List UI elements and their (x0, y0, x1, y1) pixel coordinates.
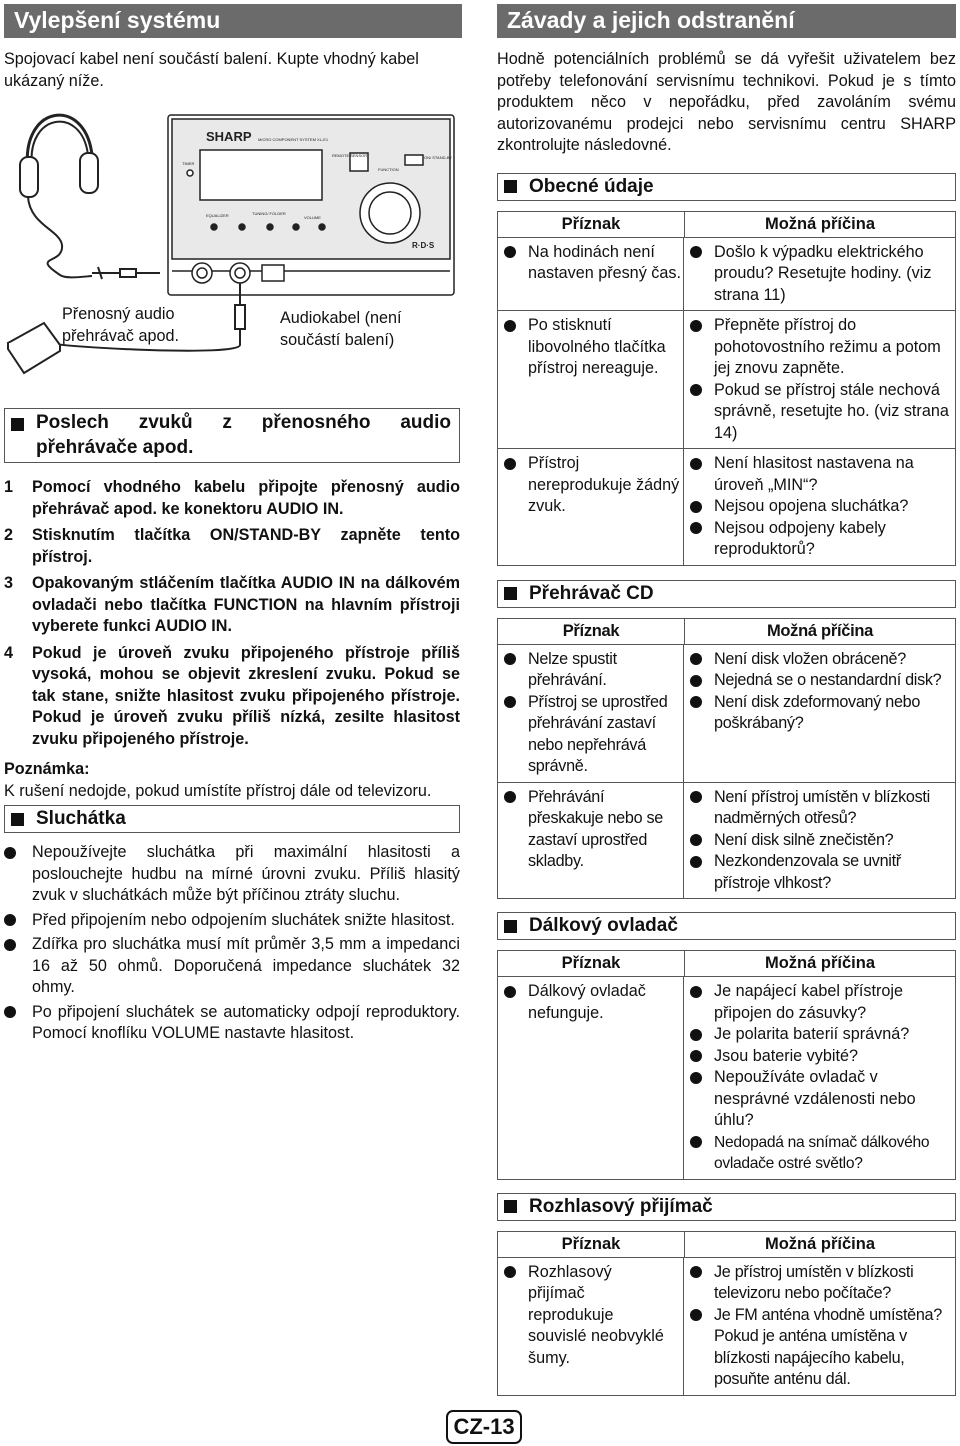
cause-item: Pokud se přístroj stále nechová správně, resetujte ho. (viz strana 14) (690, 380, 955, 445)
section-title-headphones: Sluchátka (36, 808, 126, 829)
table-row (498, 449, 955, 565)
symptom-item: Na hodinách není nastaven přesný čas. (504, 242, 683, 285)
cause-item: Došlo k výpadku elektrického proudu? Resetujte hodiny. (viz strana 11) (690, 242, 955, 307)
audio-in-section (4, 408, 460, 1045)
table-row (498, 645, 955, 783)
step-item: 4 Pokud je úroveň zvuku připojeného přístroje příliš vysoká, mohou se objevit zkreslení zvuku. Pokud se tak stane, snižte hlasitost zvuku připojeného přístroje. Pokud je úroveň zvuku příliš nízká, zesilte hlasitost zvuku připojeného přístroje. (4, 643, 460, 748)
cause-item: Není disk silně znečistěn? (690, 830, 955, 852)
symptom-item: Nelze spustit přehrávání. (504, 649, 683, 692)
symptom-item: Přístroj nereprodukuje žádný zvuk. (504, 453, 683, 518)
table-header (498, 951, 955, 977)
cause-item: Není hlasitost nastavena na úroveň „MIN“? (690, 453, 955, 496)
cause-item: Není přístroj umístěn v blízkosti nadměrných otřesů? (690, 787, 955, 830)
square-bullet-icon (11, 418, 24, 431)
troubleshooting-table-remote (497, 950, 956, 1180)
column-header-symptom: Příznak (498, 619, 685, 644)
section-title-cd: Přehrávač CD (529, 582, 654, 604)
plug-icon (92, 267, 160, 279)
note-title: Poznámka: (4, 760, 90, 778)
equalizer-label: EQUALIZER (206, 213, 229, 218)
table-header (498, 212, 955, 238)
section-box-headphones (4, 805, 460, 833)
cause-item: Jsou baterie vybité? (690, 1046, 955, 1068)
section-box-radio (497, 1193, 956, 1221)
troubleshooting-table-general (497, 211, 956, 566)
cause-item: Přepněte přístroj do pohotovostního režimu a potom jej znovu zapněte. (690, 315, 955, 380)
step-item: 2 Stisknutím tlačítka ON/STAND-BY zapněte tento přístroj. (4, 526, 460, 566)
portable-player-icon (8, 323, 60, 373)
square-bullet-icon (504, 920, 517, 933)
bullet-icon (4, 939, 16, 951)
page-number: CZ-13 (446, 1410, 522, 1444)
list-item: Po připojení sluchátek se automaticky odpojí reproduktory. Pomocí knoflíku VOLUME nastavte hlasitost. (4, 1002, 460, 1045)
cause-item: Není disk zdeformovaný nebo poškrábaný? (690, 692, 955, 735)
bullet-icon (4, 914, 16, 926)
headphones-icon (20, 115, 98, 277)
symptom-item: Po stisknutí libovolného tlačítka přístroj nereaguje. (504, 315, 683, 380)
cause-item: Je přístroj umístěn v blízkosti televizoru nebo počítače? (690, 1262, 955, 1305)
volume-label: VOLUME (304, 215, 321, 220)
section-title-audio: Poslech zvuků z přenosného audio přehrávače apod. (36, 412, 451, 458)
cause-item: Nedopadá na snímač dálkového ovladače ostré světlo? (690, 1132, 955, 1175)
cause-item: Nejsou odpojeny kabely reproduktorů? (690, 518, 955, 561)
column-header-cause: Možná příčina (764, 1234, 875, 1253)
section-title-general: Obecné údaje (529, 175, 654, 197)
column-header-cause: Možná příčina (766, 621, 874, 640)
model-label: MICRO COMPONENT SYSTEM XL-E1 (258, 137, 329, 142)
table-row (498, 1258, 955, 1395)
symptom-item: Přístroj se uprostřed přehrávání zastaví nebo nepřehrává správně. (504, 692, 683, 778)
table-row (498, 311, 955, 449)
tuning-label: TUNING/ FOLDER (252, 211, 286, 216)
section-title-remote: Dálkový ovladač (529, 915, 678, 936)
note-text: K rušení nedojde, pokud umístíte přístroj dále od televizoru. (4, 781, 432, 800)
step-item: 1 Pomocí vhodného kabelu připojte přenosný audio přehrávač apod. ke konektoru AUDIO IN. (4, 478, 460, 518)
step-item: 3 Opakovaným stláčením tlačítka AUDIO IN na dálkovém ovladači nebo tlačítka FUNCTION na hlavním přístroji vyberete funkci AUDIO IN. (4, 574, 460, 635)
cause-item: Nepoužíváte ovladač v nesprávné vzdálenosti nebo úhlu? (690, 1067, 955, 1132)
square-bullet-icon (504, 587, 517, 600)
right-intro: Hodně potenciálních problémů se dá vyřešit uživatelem bez potřeby telefonování servisnímu technikovi. Pokud je s tímto produktem něco v nepořádku, před zavoláním svému autorizovanému prodejci nebo servisnímu centru SHARP zkontrolujte následovné. (497, 50, 956, 154)
section-box-general (497, 173, 956, 201)
brand-logo: SHARP (206, 129, 252, 144)
timer-label: TIMER (182, 161, 195, 166)
remote-sensor-label: REMOTE SENSOR (332, 153, 368, 158)
list-item: Zdířka pro sluchátka musí mít průměr 3,5 mm a impedanci 16 až 50 ohmů. Doporučená impedance sluchátek 32 ohmy. (4, 934, 460, 999)
cause-item: Nejedná se o nestandardní disk? (690, 670, 955, 692)
on-standby-label: ON/ STAND-BY (424, 155, 453, 160)
cause-item: Není disk vložen obráceně? (690, 649, 955, 671)
symptom-item: Dálkový ovladač nefunguje. (504, 981, 683, 1024)
section-box-remote (497, 912, 956, 940)
column-header-symptom: Příznak (498, 212, 685, 237)
column-header-symptom: Příznak (498, 951, 685, 976)
column-header-symptom: Příznak (498, 1232, 685, 1257)
right-banner: Závady a jejich odstranění (497, 4, 956, 38)
left-intro: Spojovací kabel není součástí balení. Kupte vhodný kabel ukázaný níže. (4, 50, 419, 90)
table-row (498, 238, 955, 312)
list-item: Před připojením nebo odpojením sluchátek snižte hlasitost. (4, 910, 460, 932)
left-banner: Vylepšení systému (4, 4, 462, 38)
section-box-cd (497, 580, 956, 608)
section-title-radio: Rozhlasový přijímač (529, 1195, 713, 1217)
label-audio-cable: Audiokabel (není součástí balení) (280, 309, 402, 349)
bullet-icon (4, 1006, 16, 1018)
troubleshooting-table-cd (497, 618, 956, 900)
cause-item: Nejsou opojena sluchátka? (690, 496, 955, 518)
table-header (498, 1232, 955, 1258)
right-column (497, 4, 956, 1396)
steps-list (4, 477, 460, 750)
square-bullet-icon (504, 180, 517, 193)
list-item: Nepoužívejte sluchátka při maximální hlasitosti a poslouchejte hudbu na mírné úrovni zvuku. Příliš hlasitý zvuk v sluchátkách může být příčinou ztráty sluchu. (4, 842, 460, 907)
table-header (498, 619, 955, 645)
cause-item: Nezkondenzovala se uvnitř přístroje vlhkost? (690, 851, 955, 894)
headphone-bullets (4, 842, 460, 1045)
square-bullet-icon (11, 813, 24, 826)
column-header-cause: Možná příčina (764, 954, 875, 972)
table-row (498, 977, 955, 1179)
left-column (4, 4, 462, 92)
column-header-cause: Možná příčina (764, 214, 875, 233)
bullet-icon (4, 847, 16, 859)
function-label: FUNCTION (378, 167, 399, 172)
table-row (498, 783, 955, 899)
cause-item: Je FM anténa vhodně umístěna? Pokud je anténa umístěna v blízkosti napájecího kabelu, posuňte anténu dál. (690, 1305, 955, 1391)
symptom-item: Rozhlasový přijímač reprodukuje souvislé neobvyklé šumy. (504, 1262, 683, 1370)
troubleshooting-table-radio (497, 1231, 956, 1396)
symptom-item: Přehrávání přeskakuje nebo se zastaví uprostřed skladby. (504, 787, 683, 873)
section-box-audio (4, 408, 460, 463)
cause-item: Je napájecí kabel přístroje připojen do zásuvky? (690, 981, 955, 1024)
cause-item: Je polarita baterií správná? (690, 1024, 955, 1046)
square-bullet-icon (504, 1200, 517, 1213)
rds-logo: R·D·S (412, 241, 435, 250)
label-portable-player: Přenosný audio přehrávač apod. (62, 305, 179, 345)
